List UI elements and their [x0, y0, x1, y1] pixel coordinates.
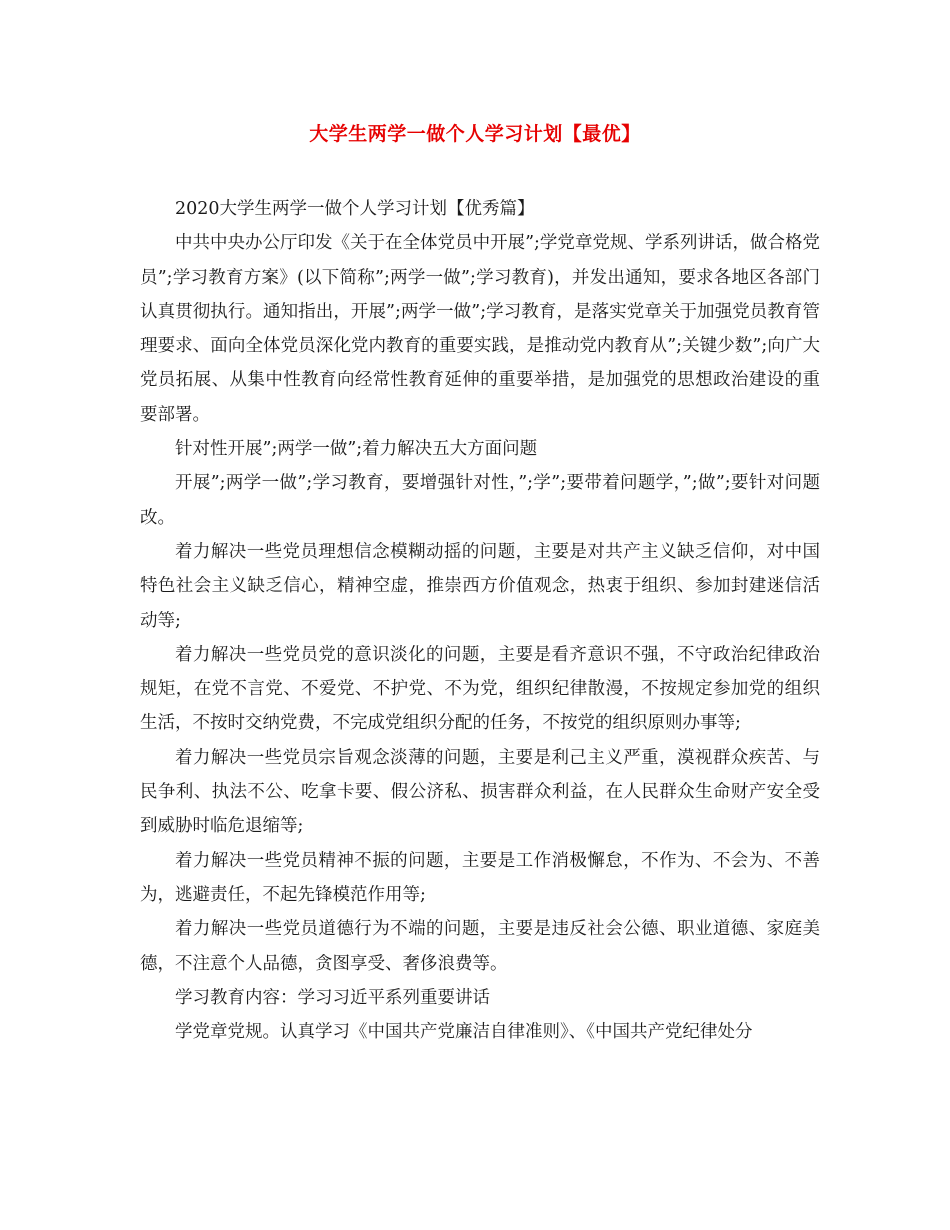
document-title: 大学生两学一做个人学习计划【最优】	[309, 123, 641, 145]
paragraph-study-rules: 学党章党规。认真学习《中国共产党廉洁自律准则》、《中国共产党纪律处分	[175, 1022, 753, 1043]
paragraph-targeting: 开展”;两学一做”;学习教育，要增强针对性，”;学”;要带着问题学，”;做”;要针对问题改。	[140, 473, 820, 528]
paragraph-heading-problems: 针对性开展”;两学一做”;着力解决五大方面问题	[175, 439, 538, 460]
document-body	[140, 192, 820, 1049]
paragraph-problem-purpose: 着力解决一些党员宗旨观念淡薄的问题，主要是利己主义严重，漠视群众疾苦、与民争利、执法不公、吃拿卡要、假公济私、损害群众利益，在人民群众生命财产安全受到威胁时临危退缩等;	[140, 747, 820, 837]
paragraph-subtitle: 2020大学生两学一做个人学习计划【优秀篇】	[175, 199, 535, 219]
paragraph-content-heading: 学习教育内容：学习习近平系列重要讲话	[175, 987, 490, 1008]
paragraph-problem-spirit: 着力解决一些党员精神不振的问题，主要是工作消极懈怠，不作为、不会为、不善为，逃避责任，不起先锋模范作用等;	[140, 850, 820, 905]
paragraph-problem-faith: 着力解决一些党员理想信念模糊动摇的问题，主要是对共产主义缺乏信仰，对中国特色社会主义缺乏信心，精神空虚，推崇西方价值观念，热衷于组织、参加封建迷信活动等;	[140, 541, 820, 631]
paragraph-problem-morality: 着力解决一些党员道德行为不端的问题，主要是违反社会公德、职业道德、家庭美德，不注意个人品德，贪图享受、奢侈浪费等。	[140, 919, 820, 974]
paragraph-problem-party-awareness: 着力解决一些党员党的意识淡化的问题，主要是看齐意识不强，不守政治纪律政治规矩，在党不言党、不爱党、不护党、不为党，组织纪律散漫，不按规定参加党的组织生活，不按时交纳党费，不完成党组织分配的任务，不按党的组织原则办事等;	[140, 644, 820, 734]
paragraph-notice: 中共中央办公厅印发《关于在全体党员中开展”;学党章党规、学系列讲话，做合格党员”;学习教育方案》(以下简称”;两学一做”;学习教育)，并发出通知，要求各地区各部门认真贯彻执行。通知指出，开展”;两学一做”;学习教育，是落实党章关于加强党员教育管理要求、面向全体党员深化党内教育的重要实践，是推动党内教育从”;关键少数”;向广大党员拓展、从集中性教育向经常性教育延伸的重要举措，是加强党的思想政治建设的重要部署。	[140, 233, 820, 425]
